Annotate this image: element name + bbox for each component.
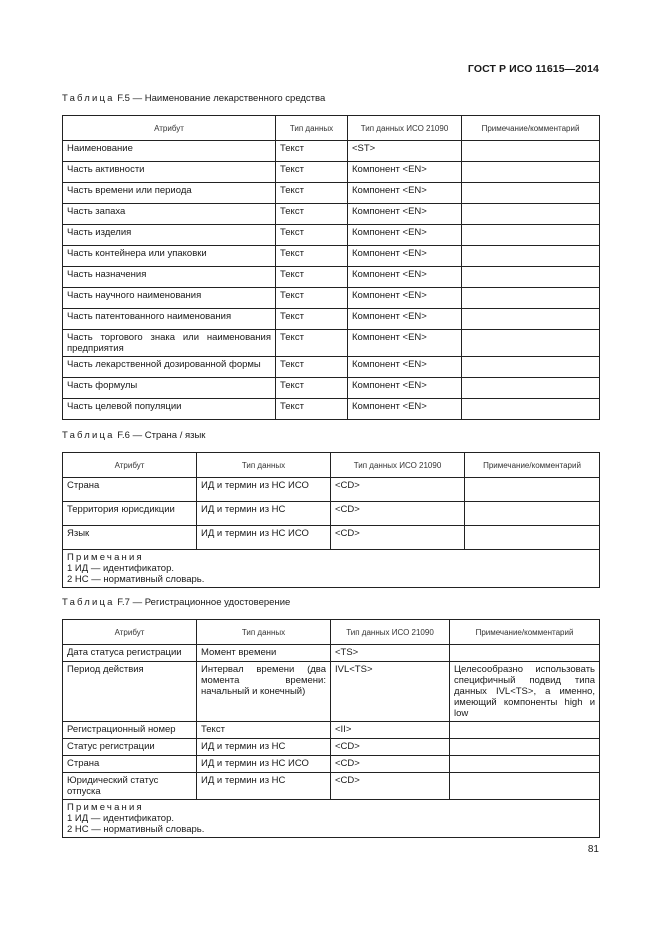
table-f6-caption — [62, 430, 205, 441]
caption-text: F.5 — Наименование лекарственного средства — [114, 93, 326, 104]
table-cell: Компонент <EN> — [348, 288, 462, 309]
table-cell: IVL<TS> — [331, 662, 450, 722]
table-cell: Часть научного наименования — [63, 288, 276, 309]
table-notes — [63, 800, 600, 838]
table-cell — [462, 162, 600, 183]
table-cell: <ST> — [348, 141, 462, 162]
column-header: Тип данных ИСО 21090 — [331, 453, 465, 478]
column-header: Атрибут — [63, 453, 197, 478]
column-header: Тип данных ИСО 21090 — [331, 620, 450, 645]
table-row — [63, 357, 600, 378]
table-row — [63, 722, 600, 739]
table-row — [63, 773, 600, 800]
table-cell: <CD> — [331, 756, 450, 773]
table-notes — [63, 550, 600, 588]
table-row — [63, 756, 600, 773]
table-cell: <CD> — [331, 502, 465, 526]
table-cell: <CD> — [331, 526, 465, 550]
table-cell — [462, 309, 600, 330]
table-cell: ИД и термин из НС ИСО — [197, 526, 331, 550]
table-row — [63, 526, 600, 550]
table-cell — [462, 246, 600, 267]
table-row — [63, 662, 600, 722]
table-cell: Часть формулы — [63, 378, 276, 399]
table-cell: Целесообразно использовать специфичный подвид типа данных IVL<TS>, а именно, имеющий компоненты high и low — [450, 662, 600, 722]
table-cell — [462, 378, 600, 399]
table-cell: Текст — [197, 722, 331, 739]
notes-title: Примечания — [67, 802, 144, 813]
table-f7-caption — [62, 597, 290, 608]
table-row — [63, 478, 600, 502]
table-cell: Текст — [276, 141, 348, 162]
note-line: 2 НС — нормативный словарь. — [67, 824, 205, 835]
table-cell: Компонент <EN> — [348, 246, 462, 267]
column-header: Атрибут — [63, 620, 197, 645]
table-cell: Текст — [276, 330, 348, 357]
table-header-row — [63, 116, 600, 141]
table-row — [63, 330, 600, 357]
table-cell — [450, 773, 600, 800]
table-row — [63, 162, 600, 183]
table-cell: Текст — [276, 378, 348, 399]
table-cell: Компонент <EN> — [348, 399, 462, 420]
table-cell — [465, 502, 600, 526]
table-row — [63, 645, 600, 662]
table-row — [63, 309, 600, 330]
table-cell: Часть патентованного наименования — [63, 309, 276, 330]
table-cell: Текст — [276, 267, 348, 288]
table-cell: Компонент <EN> — [348, 267, 462, 288]
table-cell — [462, 204, 600, 225]
table-row — [63, 267, 600, 288]
caption-text: F.7 — Регистрационное удостоверение — [114, 597, 291, 608]
table-cell: <CD> — [331, 739, 450, 756]
table-cell: Статус регистрации — [63, 739, 197, 756]
table-row — [63, 288, 600, 309]
table-cell: Страна — [63, 756, 197, 773]
table-cell: Текст — [276, 399, 348, 420]
table-cell — [450, 756, 600, 773]
table-cell: <II> — [331, 722, 450, 739]
table-cell — [462, 141, 600, 162]
column-header: Тип данных — [197, 453, 331, 478]
table-row — [63, 399, 600, 420]
table-cell: Текст — [276, 204, 348, 225]
table-cell: Дата статуса регистрации — [63, 645, 197, 662]
caption-prefix: Таблица — [62, 597, 115, 608]
table-cell: Текст — [276, 162, 348, 183]
table-cell: Часть лекарственной дозированной формы — [63, 357, 276, 378]
table-cell: Язык — [63, 526, 197, 550]
table-cell: Компонент <EN> — [348, 309, 462, 330]
table-cell: Компонент <EN> — [348, 162, 462, 183]
table-cell — [462, 183, 600, 204]
column-header: Примечание/комментарий — [462, 116, 600, 141]
table-cell: Текст — [276, 309, 348, 330]
table-notes-row — [63, 800, 600, 838]
table-cell — [450, 739, 600, 756]
table-f6 — [62, 452, 600, 588]
table-cell: Текст — [276, 225, 348, 246]
table-cell: Текст — [276, 357, 348, 378]
table-row — [63, 502, 600, 526]
table-cell: <TS> — [331, 645, 450, 662]
column-header: Тип данных — [197, 620, 331, 645]
column-header: Атрибут — [63, 116, 276, 141]
table-header-row — [63, 620, 600, 645]
table-cell: ИД и термин из НС ИСО — [197, 756, 331, 773]
table-row — [63, 204, 600, 225]
note-line: 2 НС — нормативный словарь. — [67, 574, 205, 585]
table-cell: ИД и термин из НС — [197, 502, 331, 526]
table-cell: Компонент <EN> — [348, 204, 462, 225]
table-cell: Часть торгового знака или наименования предприятия — [63, 330, 276, 357]
table-row — [63, 246, 600, 267]
table-cell: <CD> — [331, 478, 465, 502]
table-cell: Часть запаха — [63, 204, 276, 225]
table-cell — [462, 267, 600, 288]
table-cell: Текст — [276, 183, 348, 204]
table-cell — [462, 357, 600, 378]
table-cell: Текст — [276, 246, 348, 267]
table-cell: Компонент <EN> — [348, 330, 462, 357]
table-cell — [465, 526, 600, 550]
table-cell: Наименование — [63, 141, 276, 162]
table-cell: ИД и термин из НС ИСО — [197, 478, 331, 502]
table-f5-caption — [62, 93, 325, 104]
table-cell: Страна — [63, 478, 197, 502]
page-number: 81 — [587, 844, 599, 855]
table-cell: Часть контейнера или упаковки — [63, 246, 276, 267]
column-header: Примечание/комментарий — [465, 453, 600, 478]
table-cell — [462, 288, 600, 309]
table-cell: Компонент <EN> — [348, 357, 462, 378]
table-cell — [450, 722, 600, 739]
table-row — [63, 739, 600, 756]
column-header: Примечание/комментарий — [450, 620, 600, 645]
table-row — [63, 378, 600, 399]
table-cell: <CD> — [331, 773, 450, 800]
table-cell: Текст — [276, 288, 348, 309]
table-cell: Часть активности — [63, 162, 276, 183]
note-line: 1 ИД — идентификатор. — [67, 813, 175, 824]
caption-prefix: Таблица — [62, 430, 115, 441]
table-cell: Компонент <EN> — [348, 378, 462, 399]
table-header-row — [63, 453, 600, 478]
table-cell — [462, 225, 600, 246]
table-f5 — [62, 115, 600, 420]
column-header: Тип данных — [276, 116, 348, 141]
table-cell: Часть времени или периода — [63, 183, 276, 204]
table-cell: Юридический статус отпуска — [63, 773, 197, 800]
table-f7 — [62, 619, 600, 838]
table-cell: Компонент <EN> — [348, 183, 462, 204]
document-code-header: ГОСТ Р ИСО 11615—2014 — [467, 63, 599, 75]
table-cell: Территория юрисдикции — [63, 502, 197, 526]
note-line: 1 ИД — идентификатор. — [67, 563, 175, 574]
table-row — [63, 183, 600, 204]
table-cell: Часть назначения — [63, 267, 276, 288]
table-cell: ИД и термин из НС — [197, 739, 331, 756]
table-cell: Регистрационный номер — [63, 722, 197, 739]
table-notes-row — [63, 550, 600, 588]
notes-title: Примечания — [67, 552, 144, 563]
table-cell: Период действия — [63, 662, 197, 722]
column-header: Тип данных ИСО 21090 — [348, 116, 462, 141]
table-cell: Компонент <EN> — [348, 225, 462, 246]
table-cell: ИД и термин из НС — [197, 773, 331, 800]
table-cell: Часть изделия — [63, 225, 276, 246]
table-cell: Часть целевой популяции — [63, 399, 276, 420]
table-cell — [462, 399, 600, 420]
caption-prefix: Таблица — [62, 93, 115, 104]
table-row — [63, 225, 600, 246]
table-cell: Момент времени — [197, 645, 331, 662]
table-cell — [450, 645, 600, 662]
table-cell — [462, 330, 600, 357]
table-row — [63, 141, 600, 162]
table-cell: Интервал времени (два момента времени: начальный и конечный) — [197, 662, 331, 722]
table-cell — [465, 478, 600, 502]
caption-text: F.6 — Страна / язык — [114, 430, 206, 441]
